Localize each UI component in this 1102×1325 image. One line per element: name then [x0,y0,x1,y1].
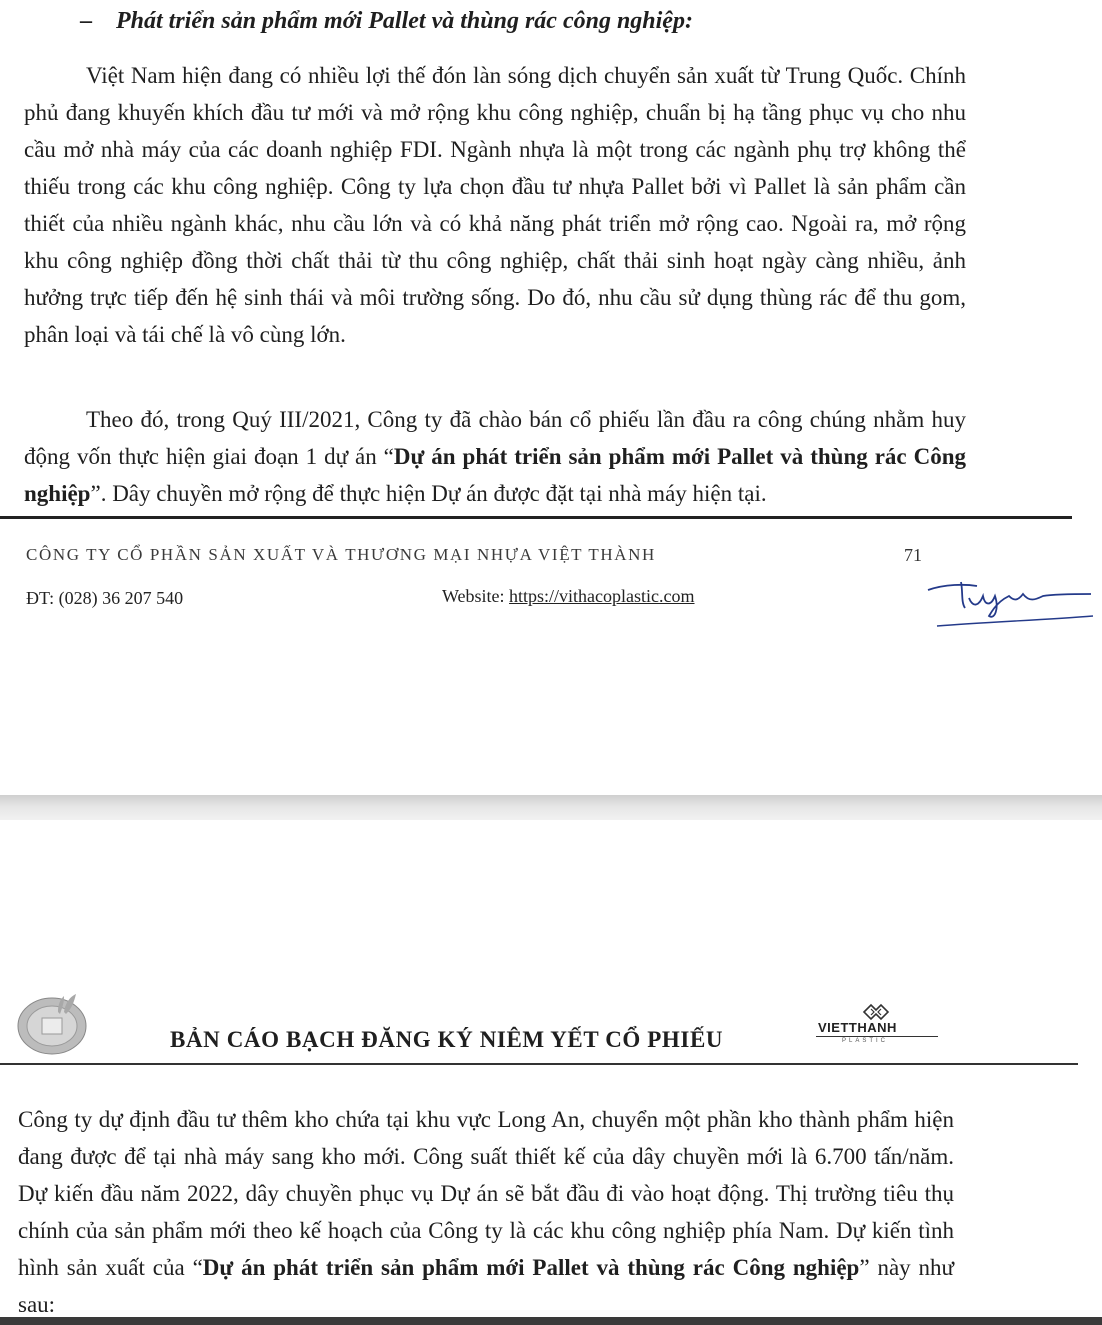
footer-phone: ĐT: (028) 36 207 540 [26,588,184,608]
website-link[interactable]: https://vithacoplastic.com [509,586,695,606]
section-heading [80,8,693,35]
footer-company-name: CÔNG TY CỔ PHẦN SẢN XUẤT VÀ THƯƠNG MẠI NHỰA VIỆT THÀNH [26,545,656,564]
footer-divider [0,516,1072,519]
vietthanh-logo [812,1003,942,1051]
paragraph-text: Việt Nam hiện đang có nhiều lợi thế đón làn sóng dịch chuyển sản xuất từ Trung Quốc. Chính phủ đang khuyến khích đầu tư mới và mở rộng khu công nghiệp, chuẩn bị hạ tầng phục vụ cho nhu cầu mở nhà máy của các doanh nghiệp FDI. Ngành nhựa là một trong các ngành phụ trợ không thể thiếu trong các khu công nghiệp. Công ty lựa chọn đầu tư nhựa Pallet bởi vì Pallet là sản phẩm cần thiết của nhiều ngành khác, nhu cầu lớn và có khả năng phát triển mở rộng cao. Ngoài ra, mở rộng khu công nghiệp đồng thời chất thải từ thu công nghiệp, chất thải sinh hoạt ngày càng nhiều, ảnh hưởng trực tiếp đến hệ sinh thái và môi trường sống. Do đó, nhu cầu sử dụng thùng rác để thu gom, phân loại và tái chế là vô cùng lớn. [24,63,966,347]
project-name-bold: Dự án phát triển sản phẩm mới Pallet và thùng rác Công nghiệp [202,1255,860,1280]
footer-website [442,586,695,607]
page-number: 71 [904,545,922,565]
signature-image [925,572,1095,637]
bottom-edge [0,1317,1102,1325]
heading-text: Phát triển sản phẩm mới Pallet và thùng rác công nghiệp: [116,8,693,34]
website-label: Website: [442,586,510,606]
paragraph-text: ” này như sau: [18,1255,955,1317]
vietthanh-logo-name: VIETTHANH [818,1020,897,1035]
heading-dash: – [80,8,92,34]
agriseco-logo-icon [14,990,94,1060]
vietthanh-emblem-icon [862,1003,890,1021]
paragraph-market-context [24,57,966,353]
logo-underline [816,1036,938,1037]
paragraph-text: Công ty dự định đầu tư thêm kho chứa tại khu vực Long An, chuyển một phần kho thành phẩm hiện đang được để tại nhà máy sang kho mới. Công suất thiết kế của dây chuyền mới là 6.700 tấn/năm. Dự kiến đầu năm 2022, dây chuyền phục vụ Dự án sẽ bắt đầu đi vào hoạt động. Thị trường tiêu thụ chính của sản phẩm mới theo kế hoạch của Công ty là các khu công nghiệp phía Nam. Dự kiến tình hình sản xuất của “ [18,1107,954,1280]
paragraph-text: ”. Dây chuyền mở rộng để thực hiện Dự án được đặt tại nhà máy hiện tại. [90,481,767,506]
page-gap [0,795,1102,823]
signature-icon [925,572,1095,632]
header-divider [0,1063,1078,1065]
vietthanh-logo-sub: PLASTIC [842,1038,889,1044]
paragraph-ipo [24,401,966,512]
agriseco-logo [14,990,94,1065]
project-name-bold: Dự án phát triển sản phẩm mới Pallet và thùng rác Công nghiệp [24,444,966,506]
paragraph-text: Theo đó, trong Quý III/2021, Công ty đã chào bán cổ phiếu lần đầu ra công chúng nhằm huy động vốn thực hiện giai đoạn 1 dự án “ [24,407,966,469]
prospectus-title: BẢN CÁO BẠCH ĐĂNG KÝ NIÊM YẾT CỔ PHIẾU [170,1027,724,1052]
paragraph-warehouse-plan [18,1101,954,1323]
